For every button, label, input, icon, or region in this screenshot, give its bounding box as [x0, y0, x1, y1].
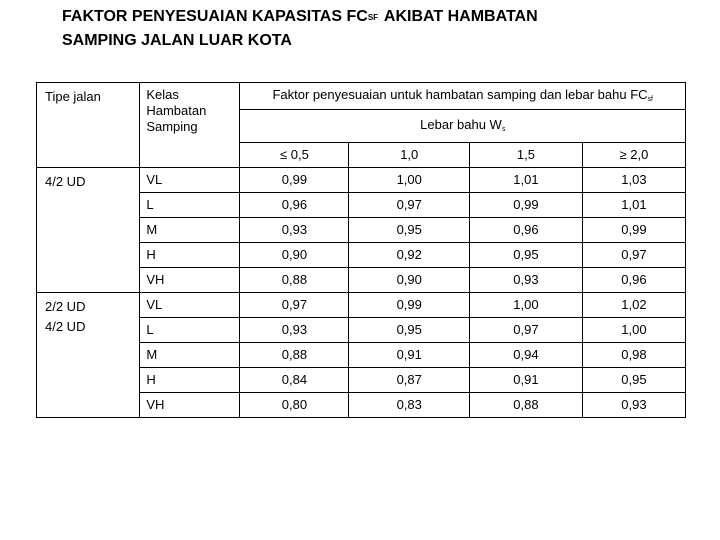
header-lebar-text: Lebar bahu W: [420, 116, 502, 132]
value-cell: 0,99: [349, 293, 470, 318]
value-cell: 0,96: [582, 268, 685, 293]
value-cell: 1,01: [582, 193, 685, 218]
tipe-jalan-cell: [37, 293, 140, 418]
value-cell: 0,95: [470, 243, 583, 268]
header-faktor-text: Faktor penyesuaian untuk hambatan samping dan lebar bahu FC: [272, 86, 648, 102]
value-cell: 0,83: [349, 393, 470, 418]
table-row: [37, 293, 686, 318]
value-cell: 1,03: [582, 168, 685, 193]
kelas-cell: VL: [140, 168, 240, 193]
tipe-jalan-label: 4/2 UD: [45, 174, 86, 189]
value-cell: 0,93: [240, 218, 349, 243]
value-cell: 0,97: [240, 293, 349, 318]
header-width-cell: 1,5: [470, 143, 583, 168]
tipe-jalan-label: 4/2 UD: [45, 319, 86, 334]
value-cell: 0,88: [470, 393, 583, 418]
value-cell: 1,01: [470, 168, 583, 193]
tipe-jalan-cell: [37, 168, 140, 293]
value-cell: 1,00: [349, 168, 470, 193]
header-kelas-hambatan: [140, 83, 240, 168]
kelas-cell: M: [140, 218, 240, 243]
value-cell: 0,96: [240, 193, 349, 218]
value-cell: 0,97: [582, 243, 685, 268]
kelas-cell: VH: [140, 268, 240, 293]
value-cell: 0,87: [349, 368, 470, 393]
tipe-jalan-label: 2/2 UD: [45, 299, 86, 314]
value-cell: 0,98: [582, 343, 685, 368]
header-kelas-line: Hambatan: [146, 103, 207, 118]
header-faktor-subscript: sf: [647, 95, 653, 103]
header-tipe-jalan: Tipe jalan: [37, 83, 140, 168]
value-cell: 0,99: [240, 168, 349, 193]
value-cell: 0,99: [470, 193, 583, 218]
value-cell: 0,95: [349, 218, 470, 243]
header-kelas-line: Samping: [146, 119, 198, 134]
value-cell: 0,91: [470, 368, 583, 393]
header-lebar-subscript: s: [501, 125, 506, 133]
value-cell: 0,93: [470, 268, 583, 293]
value-cell: 0,99: [582, 218, 685, 243]
value-cell: 0,97: [349, 193, 470, 218]
value-cell: 0,88: [240, 268, 349, 293]
value-cell: 0,92: [349, 243, 470, 268]
header-width-cell: ≥ 2,0: [582, 143, 685, 168]
kelas-cell: VH: [140, 393, 240, 418]
title-subscript: SF: [367, 13, 379, 22]
value-cell: 0,94: [470, 343, 583, 368]
capacity-factor-table: [36, 82, 686, 418]
kelas-cell: L: [140, 318, 240, 343]
kelas-cell: M: [140, 343, 240, 368]
value-cell: 1,00: [470, 293, 583, 318]
value-cell: 0,90: [349, 268, 470, 293]
value-cell: 0,91: [349, 343, 470, 368]
header-width-cell: ≤ 0,5: [240, 143, 349, 168]
value-cell: 0,80: [240, 393, 349, 418]
kelas-cell: VL: [140, 293, 240, 318]
header-width-cell: 1,0: [349, 143, 470, 168]
header-lebar-bahu: [240, 110, 686, 143]
title-line2: SAMPING JALAN LUAR KOTA: [62, 32, 292, 49]
value-cell: 0,90: [240, 243, 349, 268]
kelas-cell: L: [140, 193, 240, 218]
kelas-cell: H: [140, 243, 240, 268]
value-cell: 0,93: [240, 318, 349, 343]
value-cell: 1,02: [582, 293, 685, 318]
page-title: [62, 6, 538, 52]
value-cell: 0,95: [349, 318, 470, 343]
title-line1: [62, 8, 538, 25]
header-kelas-line: Kelas: [146, 87, 179, 102]
value-cell: 0,97: [470, 318, 583, 343]
value-cell: 0,93: [582, 393, 685, 418]
value-cell: 1,00: [582, 318, 685, 343]
kelas-cell: H: [140, 368, 240, 393]
header-faktor-penyesuaian: [240, 83, 686, 110]
value-cell: 0,88: [240, 343, 349, 368]
value-cell: 0,96: [470, 218, 583, 243]
title-prefix: FAKTOR PENYESUAIAN KAPASITAS FC: [62, 8, 368, 25]
value-cell: 0,95: [582, 368, 685, 393]
table-row: [37, 168, 686, 193]
title-suffix: AKIBAT HAMBATAN: [380, 8, 538, 25]
header-row-1: [37, 83, 686, 110]
value-cell: 0,84: [240, 368, 349, 393]
